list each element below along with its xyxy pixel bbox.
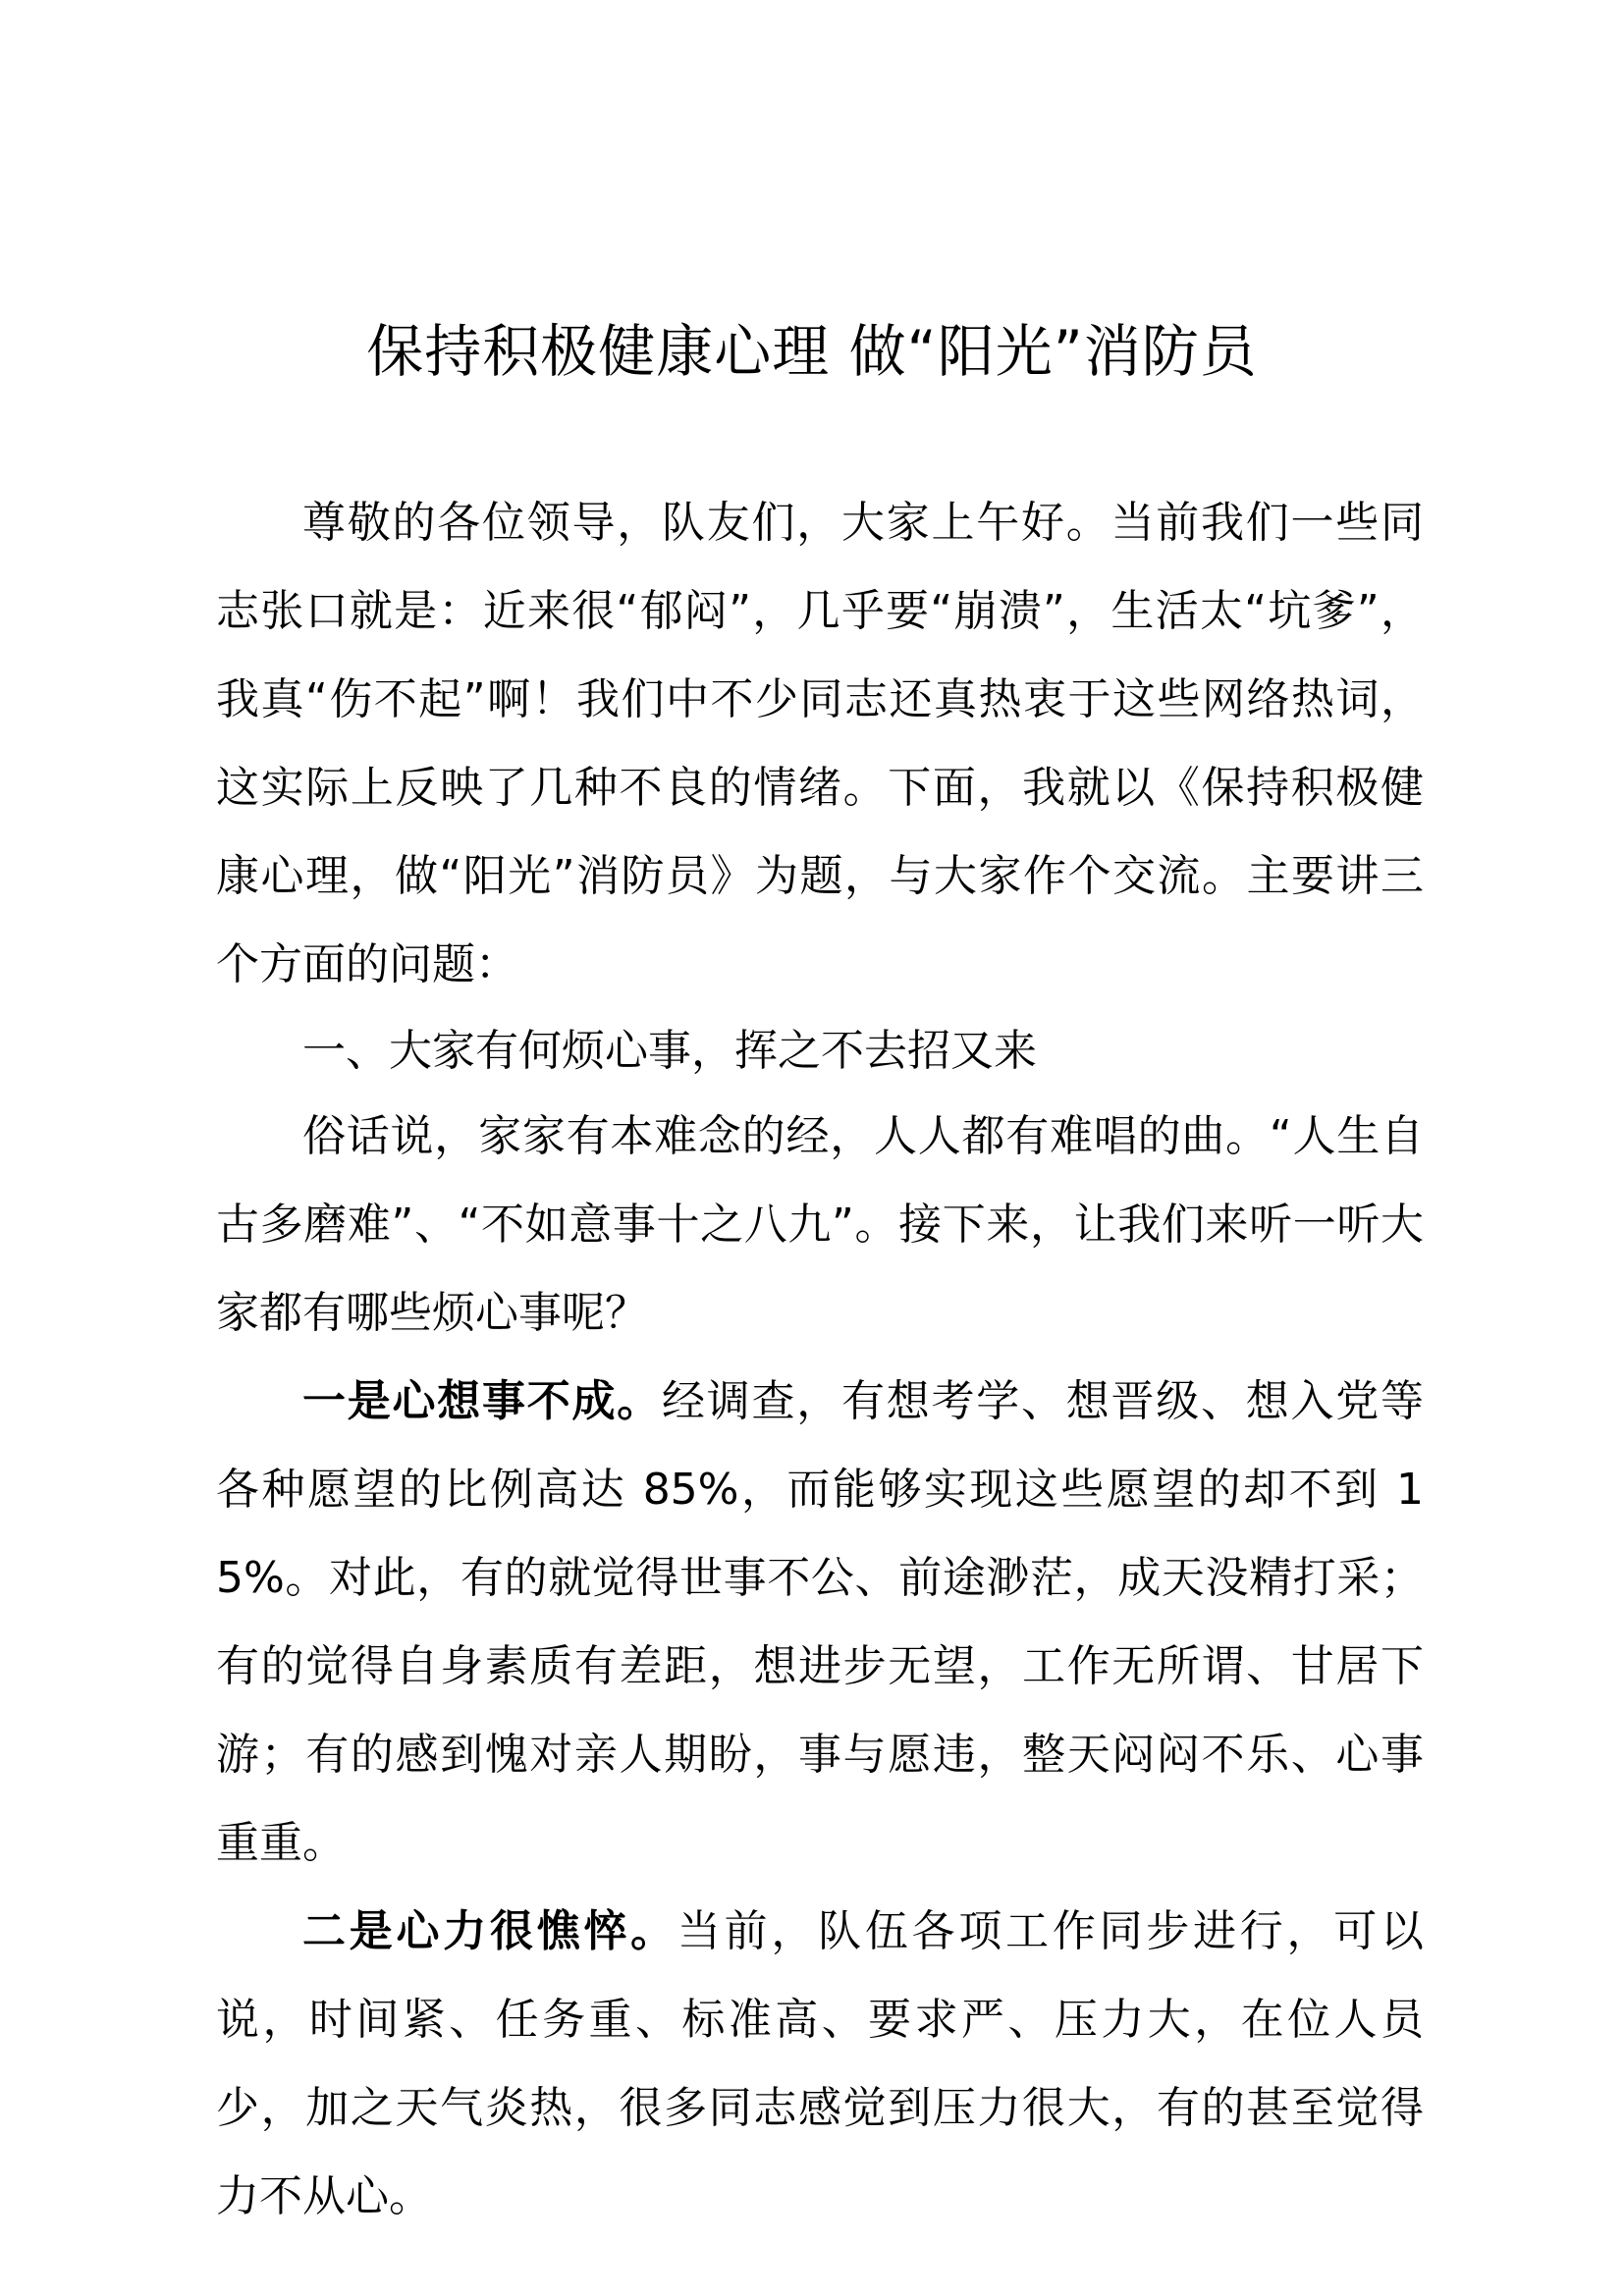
paragraph-saying: 俗话说，家家有本难念的经，人人都有难唱的曲。“人生自古多磨难”、“不如意事十之八九”。接下来，让我们来听一听大家都有哪些烦心事呢？ <box>216 1111 1424 1338</box>
point-2-lead: 二是心力很憔悴。 <box>302 1906 677 1956</box>
document-title: 保持积极健康心理 做“阳光”消防员 <box>366 318 1258 385</box>
paragraph-opening: 尊敬的各位领导，队友们，大家上午好。当前我们一些同志张口就是：近来很“郁闷”，几乎要“崩溃”，生活太“坑爹”，我真“伤不起”啊！我们中不少同志还真热衷于这些网络热词，这实际上反映了几种不良的情绪。下面，我就以《保持积极健康心理，做“阳光”消防员》为题，与大家作个交流。主要讲三个方面的问题： <box>216 498 1424 989</box>
document-body <box>216 479 1424 2241</box>
point-1-text: 经调查，有想考学、想晋级、想入党等各种愿望的比例高达 85%，而能够实现这些愿望的却不到 15%。对此，有的就觉得世事不公、前途渺茫，成天没精打采；有的觉得自身素质有差距，想进步无望，工作无所谓、甘居下游；有的感到愧对亲人期盼，事与愿违，整天闷闷不乐、心事重重。 <box>216 1376 1424 1868</box>
paragraph-point-1 <box>216 1358 1424 1888</box>
paragraph-point-2 <box>216 1888 1424 2241</box>
section-heading-1: 一、大家有何烦心事，挥之不去招又来 <box>302 1026 1037 1076</box>
point-2-text: 当前，队伍各项工作同步进行，可以说，时间紧、任务重、标准高、要求严、压力大，在位人员少，加之天气炎热，很多同志感觉到压力很大，有的甚至觉得力不从心。 <box>216 1906 1425 2221</box>
point-1-lead: 一是心想事不成。 <box>302 1376 662 1426</box>
